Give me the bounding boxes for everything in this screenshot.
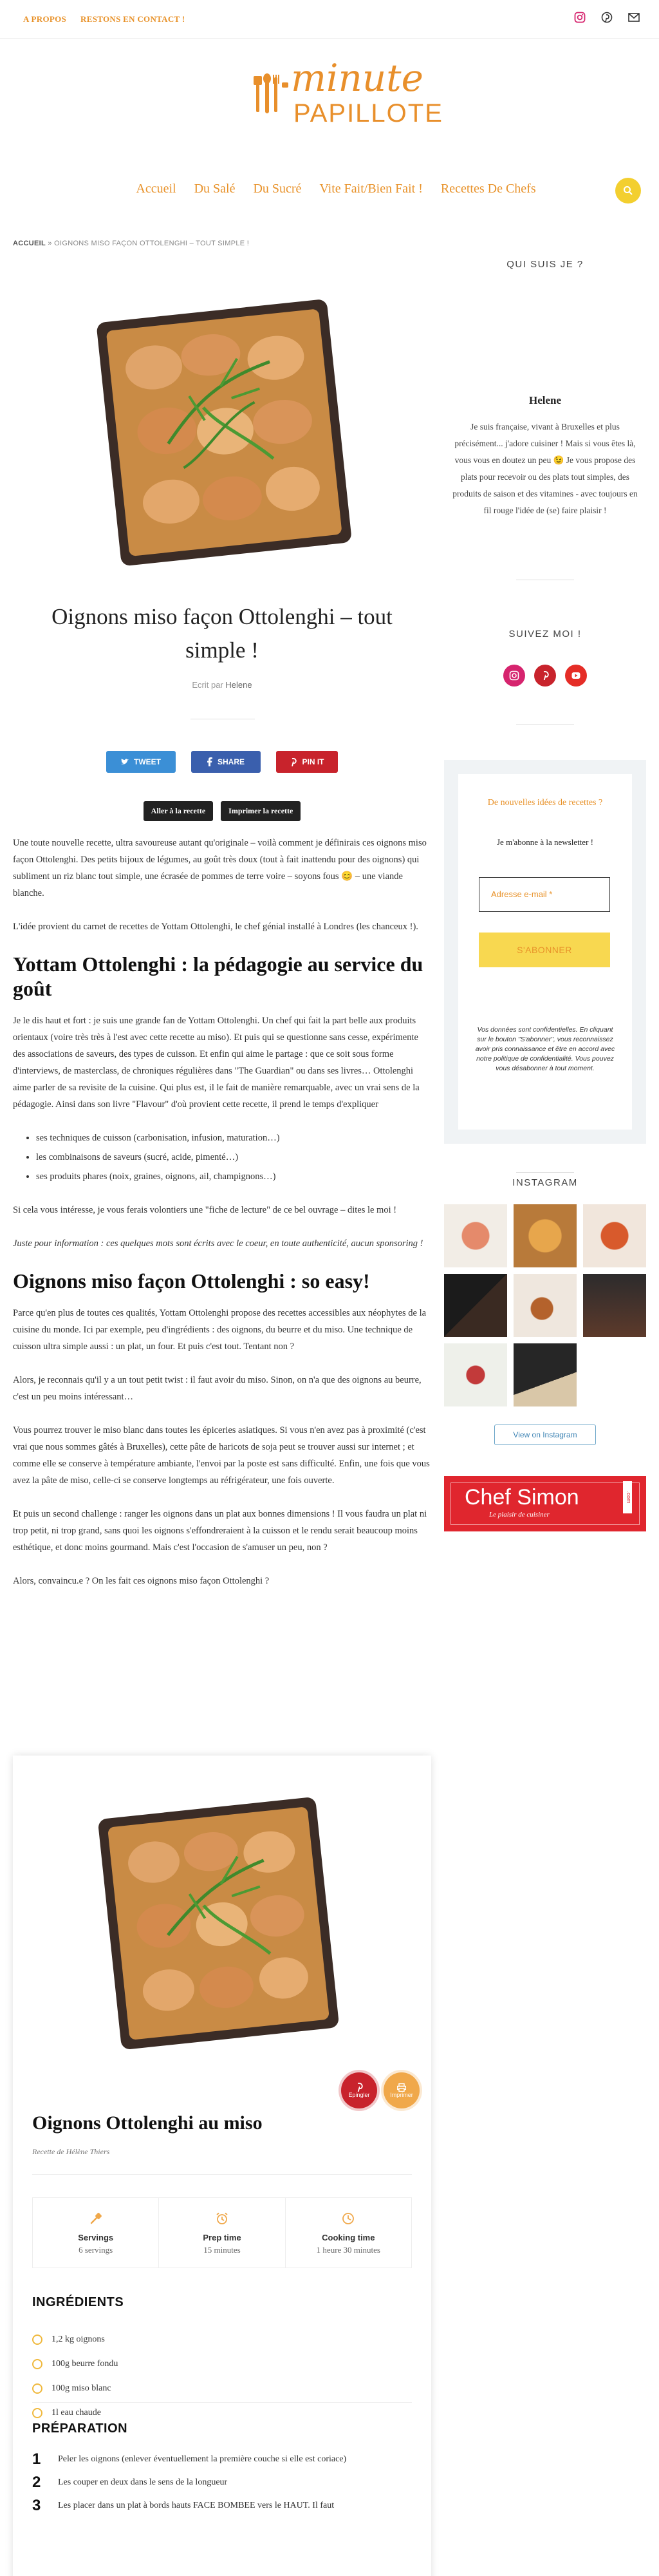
step-item xyxy=(32,2497,412,2514)
byline-author[interactable]: Helene xyxy=(225,680,252,690)
ingredient-item[interactable] xyxy=(32,2352,412,2376)
instagram-thumbnail[interactable] xyxy=(514,1204,577,1267)
step-item xyxy=(32,2451,412,2468)
facebook-icon xyxy=(207,757,212,766)
nav-item-accueil[interactable]: Accueil xyxy=(136,182,176,196)
logo-word-papillote: PAPILLOTE xyxy=(293,99,443,128)
instagram-thumbnail[interactable] xyxy=(583,1204,646,1267)
top-links xyxy=(23,14,185,24)
post-title xyxy=(13,600,431,667)
divider xyxy=(32,2402,412,2403)
article-body xyxy=(13,835,431,1606)
steps-list xyxy=(32,2451,412,2521)
ingredient-text: 100g miso blanc xyxy=(51,2383,111,2393)
pin-recipe-label: Epingler xyxy=(348,2092,370,2098)
instagram-heading: INSTAGRAM xyxy=(512,1177,578,1188)
divider xyxy=(32,2174,412,2175)
instagram-thumbnail[interactable] xyxy=(583,1274,646,1337)
step-text: Peler les oignons (enlever éventuellement la première couche si elle est coriace) xyxy=(58,2454,347,2464)
stat-label: Cooking time xyxy=(322,2233,375,2242)
print-card-label: Imprimer xyxy=(390,2091,413,2098)
sidebar-author-name: Helene xyxy=(528,394,562,406)
stat-cooking-time xyxy=(286,2198,411,2268)
print-card-button[interactable] xyxy=(384,2072,420,2108)
stat-servings xyxy=(33,2198,159,2268)
byline-prefix: Ecrit par xyxy=(192,680,226,690)
stat-value: 6 servings xyxy=(79,2245,113,2255)
paragraph: Je le dis haut et fort : je suis une grande fan de Yottam Ottolenghi. Un chef qui fait la part belle aux produits orientaux (voire très très à l'est avec cette recette au miso). Et puis qui se questionne sans cesse, expérimente des associations de saveurs, des types de cuisson. Et enfin qui aime le partage : que ce soit sous forme d'interviews, de masterclass, de chroniques régulières dans "The Guardian" ou dans ses livres… Ottolenghi aime parler de sa revisite de la cuisine. Qui plus est, il le fait de manière remarquable, avec un vrai sens de la pédagogie. Ainsi dans son livre "Flavour" d'où provient cette recette, il prend le temps d'expliquer xyxy=(13,1016,420,1110)
checkbox-circle-icon[interactable] xyxy=(32,2334,42,2345)
checkbox-circle-icon[interactable] xyxy=(32,2359,42,2369)
email-icon[interactable] xyxy=(627,10,641,24)
instagram-thumbnail[interactable] xyxy=(444,1343,507,1406)
top-link-a-propos[interactable]: A PROPOS xyxy=(23,14,67,24)
instagram-icon[interactable] xyxy=(503,665,525,687)
follow-me-heading: SUIVEZ MOI ! xyxy=(508,629,582,639)
ingredient-item[interactable] xyxy=(32,2327,412,2352)
twitter-icon xyxy=(121,759,129,765)
tweet-label: TWEET xyxy=(134,757,161,766)
ingredient-text: 100g beurre fondu xyxy=(51,2359,118,2369)
subscribe-button[interactable]: S'ABONNER xyxy=(479,933,610,967)
paragraph: Vous pourrez trouver le miso blanc dans toutes les épiceries asiatiques. Si vous n'en avez pas à proximité (c'est vrai que nous sommes gâtés à Bruxelles), cette pâte de haricots de soja peut se trouver aussi sur internet ; et comme elle se conserve à température ambiante, l'envoi par la poste est sans difficulté. Enfin, une fois que vous avez la pâte de miso, celle-ci se conserve longtemps au réfrigérateur, une fois ouverte. xyxy=(13,1425,430,1486)
post-title-line1: Oignons miso façon Ottolenghi – tout xyxy=(51,604,393,629)
alarm-clock-icon xyxy=(216,2212,228,2225)
top-bar xyxy=(0,0,659,39)
instagram-thumbnail[interactable] xyxy=(514,1343,577,1406)
chef-simon-banner[interactable] xyxy=(444,1476,646,1531)
breadcrumb-current: OIGNONS MISO FAÇON OTTOLENGHI – TOUT SIMPLE ! xyxy=(54,240,250,247)
step-item xyxy=(32,2474,412,2491)
paragraph: Alors, je reconnais qu'il y a un tout petit twist : il faut avoir du miso. Sinon, on n'a que des oignons au beurre, c'est un peu moins intéressant… xyxy=(13,1375,422,1402)
checkbox-circle-icon[interactable] xyxy=(32,2408,42,2418)
pinterest-icon xyxy=(290,758,297,766)
step-number: 3 xyxy=(32,2497,41,2514)
search-button[interactable] xyxy=(615,178,641,204)
list-item: • ses produits phares (noix, graines, oignons, ail, champignons…) xyxy=(36,1168,431,1185)
paragraph: Parce qu'en plus de toutes ces qualités, Yottam Ottolenghi propose des recettes accessibles aux néophytes de la cuisine du monde. Ici par exemple, peu d'ingrédients : des oignons, du beurre et du miso. Une technique de cuisson ultra simple aussi : un plat, un four. Et puis c'est tout. Tentant non ? xyxy=(13,1308,427,1352)
pin-recipe-button[interactable] xyxy=(341,2072,377,2108)
clock-icon xyxy=(342,2212,355,2225)
chef-simon-logo-text: Chef Simon xyxy=(465,1485,579,1510)
nav-item-vite-fait[interactable]: Vite Fait/Bien Fait ! xyxy=(319,182,423,196)
paragraph: L'idée provient du carnet de recettes de Yottam Ottolenghi, le chef génial installé à Londres (les chanceux !). xyxy=(13,922,418,932)
ingredients-list xyxy=(32,2327,412,2425)
instagram-icon[interactable] xyxy=(573,10,587,24)
nav-item-sale[interactable]: Du Salé xyxy=(194,182,236,196)
jump-to-recipe-button[interactable]: Aller à la recette xyxy=(144,801,214,821)
byline xyxy=(13,680,431,690)
pin-it-button[interactable] xyxy=(276,751,338,773)
paragraph: Alors, convaincu.e ? On les fait ces oignons miso façon Ottolenghi ? xyxy=(13,1576,270,1586)
print-recipe-button[interactable]: Imprimer la recette xyxy=(221,801,301,821)
paragraph: Et puis un second challenge : ranger les oignons dans un plat aux bonnes dimensions ! Il vous faudra un plat ni trop petit, ni trop grand, sans quoi les oignons s'effondreraient à la cuisson et le rendu serait beaucoup moins esthétique, et donc moins gourmand. Mais c'est l'occasion de s'amuser un peu, non ? xyxy=(13,1509,427,1553)
main-content xyxy=(13,240,431,1586)
top-link-contact[interactable]: RESTONS EN CONTACT ! xyxy=(80,14,185,24)
list-item: • ses techniques de cuisson (carbonisation, infusion, maturation…) xyxy=(36,1130,431,1146)
step-text: Les couper en deux dans le sens de la longueur xyxy=(58,2477,228,2487)
nav-item-sucre[interactable]: Du Sucré xyxy=(253,182,302,196)
search-icon xyxy=(623,185,633,196)
site-logo[interactable] xyxy=(252,56,443,143)
list-item: • les combinaisons de saveurs (sucré, acide, pimenté…) xyxy=(36,1149,431,1166)
stat-prep-time xyxy=(159,2198,285,2268)
breadcrumb xyxy=(13,240,431,247)
recipe-card-image xyxy=(51,1775,393,2078)
pin-label: PIN IT xyxy=(302,757,324,766)
recipe-card xyxy=(13,1756,431,2576)
post-title-line2: simple ! xyxy=(185,638,259,663)
step-number: 2 xyxy=(32,2474,41,2491)
ingredient-text: 1l eau chaude xyxy=(51,2408,101,2418)
ingredients-heading: INGRÉDIENTS xyxy=(32,2295,124,2309)
tweet-button[interactable] xyxy=(106,751,176,773)
step-text: Les placer dans un plat à bords hauts FACE BOMBEE vers le HAUT. Il faut xyxy=(58,2501,335,2510)
nav-item-chefs[interactable]: Recettes De Chefs xyxy=(440,182,536,196)
who-am-i-heading: QUI SUIS JE ? xyxy=(506,259,584,270)
divider xyxy=(516,1172,574,1173)
email-field[interactable]: Adresse e-mail * xyxy=(479,877,610,912)
stat-value: 1 heure 30 minutes xyxy=(316,2245,380,2255)
paragraph xyxy=(13,1235,431,1252)
recipe-jump-buttons xyxy=(13,801,431,821)
newsletter-subtitle: Je m'abonne à la newsletter ! xyxy=(497,837,593,847)
section-heading: Oignons miso façon Ottolenghi : so easy! xyxy=(13,1269,370,1293)
main-nav xyxy=(0,182,659,207)
newsletter-legal-text: Vos données sont confidentielles. En cliquant sur le bouton "S'abonner", vous reconnaissez avoir pris connaissance et être en accord avec notre politique de confidentialité. Vous pouvez vous désabonner à tout moment. xyxy=(475,1026,615,1072)
newsletter-title: De nouvelles idées de recettes ? xyxy=(487,798,603,808)
step-number: 1 xyxy=(32,2450,41,2468)
paragraph: Une toute nouvelle recette, ultra savoureuse autant qu'originale – voilà comment je définirais ces oignons miso façon Ottolenghi. Des petits bijoux de légumes, au goût très doux (tout à fait inattendu pour des oignons) qui subliment un riz blanc tout simple, une écrasée de pommes de terre voire – soyons fous 😊 – une viande blanche. xyxy=(13,838,427,898)
ingredient-text: 1,2 kg oignons xyxy=(51,2334,105,2344)
stat-value: 15 minutes xyxy=(203,2245,241,2255)
stat-label: Servings xyxy=(78,2233,114,2242)
instagram-thumbnail[interactable] xyxy=(444,1274,507,1337)
logo-word-minute: minute xyxy=(291,56,423,100)
instagram-thumbnail[interactable] xyxy=(444,1204,507,1267)
share-buttons xyxy=(13,751,431,773)
checkbox-circle-icon[interactable] xyxy=(32,2383,42,2394)
chef-simon-domain: .com xyxy=(623,1481,632,1513)
section-heading: Yottam Ottolenghi : la pédagogie au service du goût xyxy=(13,952,423,1000)
hero-image xyxy=(13,270,431,586)
printer-icon xyxy=(397,2083,406,2092)
recipe-title: Oignons Ottolenghi au miso xyxy=(32,2112,263,2134)
instagram-thumbnail[interactable] xyxy=(514,1274,577,1337)
facebook-share-button[interactable] xyxy=(191,751,261,773)
paragraph: Si cela vous intéresse, je vous ferais volontiers une "fiche de lecture" de ce bel ouvrage – dites le moi ! xyxy=(13,1205,397,1215)
chef-simon-tagline: Le plaisir de cuisiner xyxy=(489,1511,550,1519)
utensils-icon xyxy=(252,72,291,117)
bullet-list xyxy=(36,1130,431,1185)
view-on-instagram-button[interactable]: View on Instagram xyxy=(494,1425,596,1445)
pinterest-icon[interactable] xyxy=(534,665,556,687)
recipe-stats xyxy=(32,2197,412,2268)
youtube-icon[interactable] xyxy=(565,665,587,687)
breadcrumb-home[interactable]: ACCUEIL xyxy=(13,240,46,247)
instagram-grid xyxy=(444,1204,646,1406)
top-social-icons xyxy=(573,10,641,24)
recipe-author: Recette de Hélène Thiers xyxy=(32,2147,110,2156)
stat-label: Prep time xyxy=(203,2233,241,2242)
newsletter-form xyxy=(458,774,632,1130)
pinterest-icon[interactable] xyxy=(600,10,614,24)
share-label: SHARE xyxy=(217,757,245,766)
sidebar-social-icons xyxy=(444,665,646,687)
newsletter-box xyxy=(444,760,646,1144)
ingredient-item[interactable] xyxy=(32,2376,412,2401)
breadcrumb-separator: » xyxy=(46,240,55,247)
preparation-heading: PRÉPARATION xyxy=(32,2421,128,2436)
sidebar-bio: Je suis française, vivant à Bruxelles et plus précisément... j'adore cuisiner ! Mais si vous êtes là, vous vous en doutez un peu 😉 Je vous propose des plats pour recevoir ou des plats tout simples, des produits de saison et des vitamines - avec toujours en fil rouge l'idée de (se) faire plaisir ! xyxy=(452,422,638,515)
spatula-icon xyxy=(89,2212,102,2225)
pinterest-icon xyxy=(355,2083,363,2092)
disclaimer-text: Juste pour information : ces quelques mots sont écrits avec le coeur, en toute authenticité, aucun sponsoring ! xyxy=(13,1238,423,1249)
